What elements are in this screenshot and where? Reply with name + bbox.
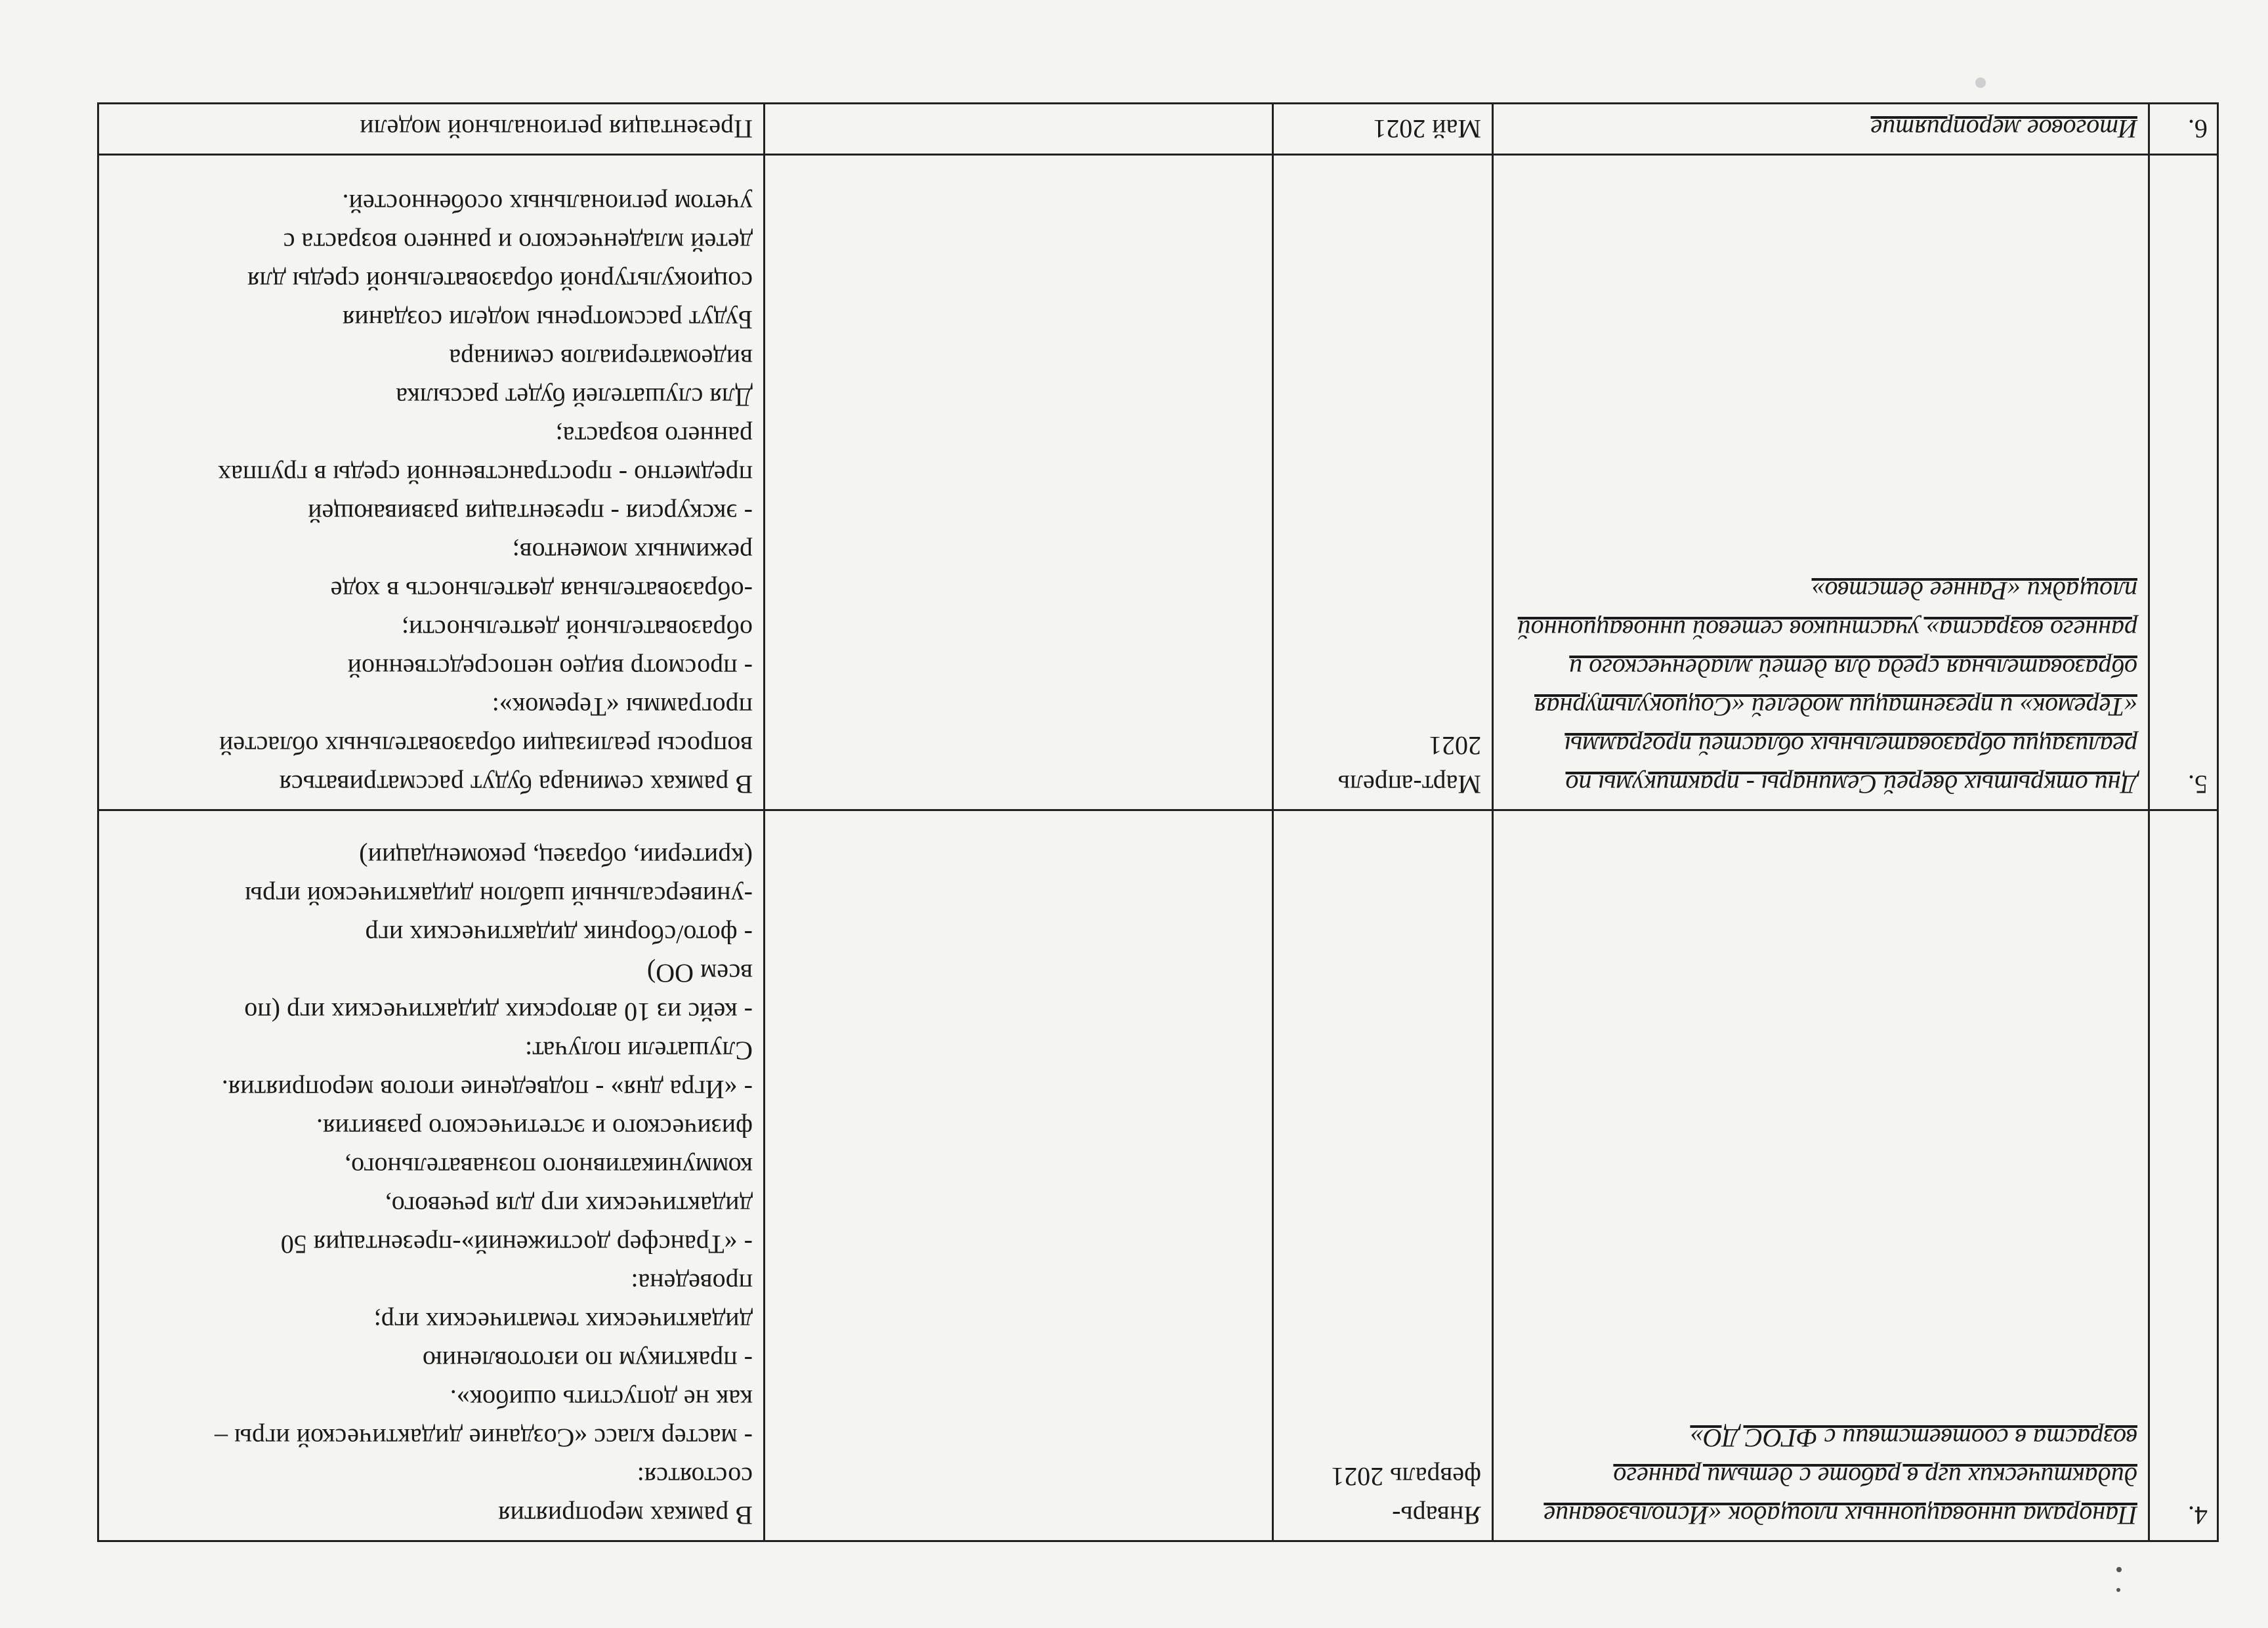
- table-row: [98, 155, 2218, 810]
- result-line: В рамках семинара будут рассматриваться: [279, 770, 753, 799]
- row-number: 4.: [2149, 810, 2218, 1541]
- table-row: [98, 810, 2218, 1541]
- result-line: Будут рассмотрены модели создания: [342, 305, 753, 335]
- scan-speck: [2116, 1567, 2122, 1572]
- date-line: Март-апрель: [1337, 770, 1481, 799]
- result-line: Для слушателей будет рассылка: [396, 383, 753, 412]
- result-line: - фото/сборник дидактических игр: [365, 920, 753, 950]
- result-line: -универсальный шаблон дидактической игры: [245, 881, 753, 911]
- result-line: видеоматериалов семинара: [449, 344, 753, 373]
- scan-speck: [1975, 77, 1986, 88]
- result-line: проведена:: [631, 1268, 753, 1298]
- result-line: режимных моментов;: [512, 537, 753, 567]
- result-line: - просмотр видео непосредственной: [347, 654, 753, 683]
- result-line: - мастер класс «Создание дидактической игры –: [215, 1423, 753, 1453]
- result-line: - кейс из 10 авторских дидактических игр (по: [244, 997, 753, 1027]
- result-cell: [98, 155, 765, 810]
- event-cell: [1493, 104, 2149, 155]
- result-line: всем ОО): [646, 959, 753, 988]
- result-line: физического и эстетического развития.: [316, 1114, 753, 1143]
- result-line: социокультурной образовательной среды для: [247, 266, 753, 296]
- table-row: [98, 104, 2218, 155]
- date-cell: [1273, 104, 1493, 155]
- scan-speck: [2116, 1588, 2120, 1592]
- date-line: февраль 2021: [1331, 1462, 1481, 1492]
- event-cell: [1493, 155, 2149, 810]
- result-line: -образовательная деятельность в ходе: [330, 576, 753, 606]
- empty-cell: [765, 104, 1273, 155]
- result-line: учетом региональных особенностей.: [342, 189, 753, 219]
- result-line: предметно - пространственной среды в группах: [218, 460, 753, 490]
- result-cell: [98, 104, 765, 155]
- event-title: Дни открытых дверей Семинары - практикумы по реализации образовательных областей программы «Теремок» и презентации моделей «Социокультурная образовательная среда для детей младенческого и раннего возраста» участников сетевой инновационной площадки «Раннее детство»: [1517, 576, 2137, 799]
- result-line: дидактических игр для речевого,: [385, 1191, 753, 1221]
- result-line: - экскурсия - презентация развивающей: [308, 499, 753, 528]
- empty-cell: [765, 155, 1273, 810]
- date-line: Май 2021: [1373, 114, 1481, 144]
- empty-cell: [765, 810, 1273, 1541]
- row-number: 5.: [2149, 155, 2218, 810]
- event-title: Итоговое мероприятие: [1870, 114, 2137, 144]
- result-line: как не допустить ошибок».: [450, 1385, 753, 1414]
- result-line: раннего возраста;: [555, 421, 753, 451]
- result-line: (критерии, образец, рекомендации): [359, 843, 753, 872]
- result-line: Презентация региональной модели: [360, 114, 753, 144]
- result-line: вопросы реализации образовательных областей: [219, 731, 753, 761]
- plan-table: [97, 102, 2219, 1542]
- event-cell: [1493, 810, 2149, 1541]
- result-line: - «Трансфер достижений»-презентация 50: [280, 1230, 753, 1259]
- result-line: состоятся:: [637, 1462, 753, 1492]
- date-line: 2021: [1429, 731, 1481, 761]
- row-number: 6.: [2149, 104, 2218, 155]
- event-title: Панорама инновационных площадок «Использование дидактических игр в работе с детьми раннего возраста в соответствии с ФГОС ДО»: [1544, 1423, 2137, 1530]
- result-line: Слушатели получат:: [524, 1036, 753, 1066]
- result-line: - «Игра дня» - подведение итогов мероприятия.: [221, 1075, 753, 1104]
- date-line: Январь-: [1392, 1501, 1481, 1530]
- result-cell: [98, 810, 765, 1541]
- result-line: дидактических тематических игр;: [373, 1307, 753, 1337]
- date-cell: [1273, 155, 1493, 810]
- result-line: программы «Теремок»:: [492, 692, 753, 722]
- result-line: коммуникативного познавательного,: [345, 1152, 753, 1182]
- result-line: детей младенческого и раннего возраста с: [283, 228, 753, 257]
- result-line: - практикум по изготовлению: [422, 1346, 753, 1375]
- date-cell: [1273, 810, 1493, 1541]
- result-line: образовательной деятельности;: [401, 615, 753, 644]
- result-line: В рамках мероприятия: [498, 1501, 753, 1530]
